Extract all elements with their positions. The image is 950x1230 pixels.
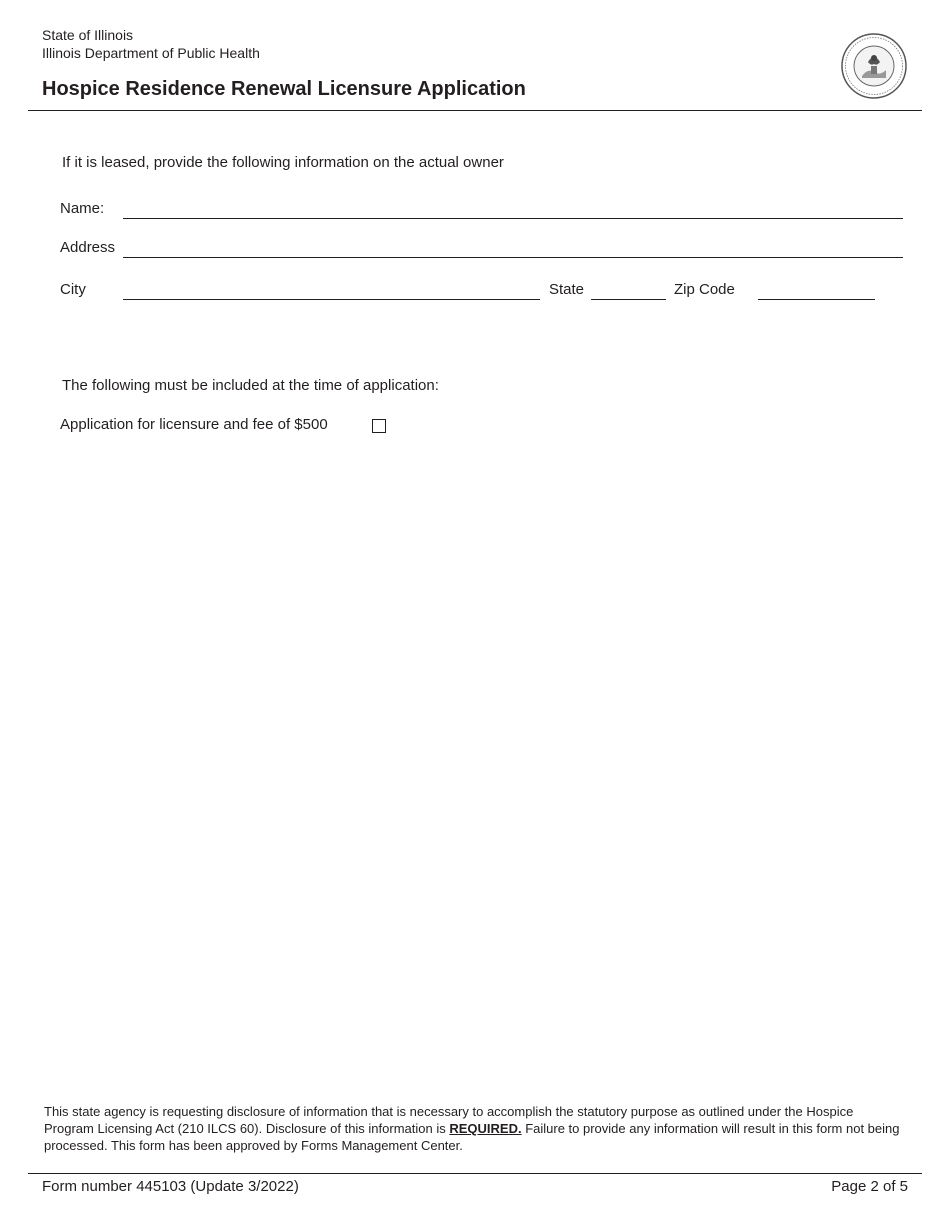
footer-divider (28, 1173, 922, 1174)
application-fee-label: Application for licensure and fee of $500 (60, 416, 328, 433)
form-number: Form number 445103 (Update 3/2022) (42, 1178, 299, 1195)
header-divider (28, 110, 922, 111)
state-field[interactable] (591, 299, 666, 300)
disclosure-part-2: Failure to provide any information will result in this form not being processed. This form has been approved by Forms Management Center. (44, 1121, 900, 1153)
address-label: Address (60, 239, 116, 256)
address-field[interactable] (123, 257, 903, 258)
disclosure-required: REQUIRED. (449, 1121, 522, 1136)
application-fee-checkbox[interactable] (372, 419, 386, 433)
department-name: Illinois Department of Public Health (42, 45, 260, 61)
city-label: City (60, 281, 86, 298)
city-field[interactable] (123, 299, 540, 300)
disclosure-statement (44, 1103, 904, 1154)
zip-code-field[interactable] (758, 299, 875, 300)
requirements-heading: The following must be included at the time of application: (62, 377, 439, 394)
state-label: State (549, 281, 585, 298)
state-seal-icon (840, 32, 908, 100)
zip-code-label: Zip Code (674, 281, 735, 298)
disclosure-part-1: This state agency is requesting disclosure of information that is necessary to accomplish the statutory purpose as outlined under the Hospice Program Licensing Act (210 ILCS 60). Disclosure of this information is (44, 1104, 854, 1136)
owner-instruction: If it is leased, provide the following information on the actual owner (62, 154, 504, 171)
state-name: State of Illinois (42, 27, 134, 43)
name-label: Name: (60, 200, 105, 217)
name-field[interactable] (123, 218, 903, 219)
page-title: Hospice Residence Renewal Licensure Application (42, 78, 526, 100)
page-number: Page 2 of 5 (831, 1178, 908, 1195)
